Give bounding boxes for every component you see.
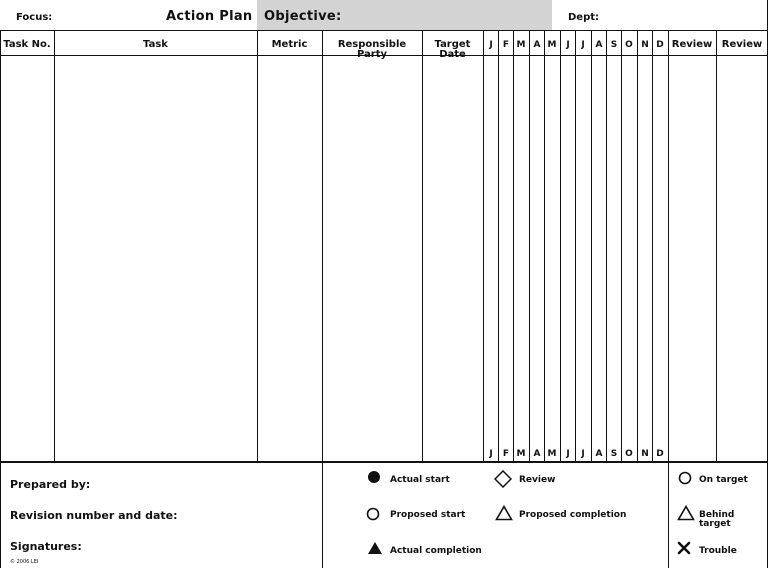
month-top-jun: J [566, 40, 570, 50]
month-bottom-nov: N [641, 449, 649, 459]
month-divider [575, 30, 576, 462]
month-top-jan: J [489, 40, 493, 50]
month-divider [606, 30, 607, 462]
legend-review: Review [519, 475, 556, 485]
x-mark-icon [677, 541, 691, 555]
open-triangle-icon [677, 505, 695, 521]
header-review-1: Review [671, 39, 713, 50]
legend-on-target: On target [699, 475, 748, 485]
legend-trouble: Trouble [699, 546, 737, 556]
month-divider [513, 30, 514, 462]
month-bottom-apr: A [533, 449, 541, 459]
month-top-nov: N [641, 40, 649, 50]
legend-behind-target: Behind target [699, 510, 735, 529]
month-divider [544, 30, 545, 462]
month-divider [637, 30, 638, 462]
month-top-may: M [547, 40, 557, 50]
frame-left [0, 30, 1, 568]
legend-actual-start: Actual start [390, 475, 450, 485]
month-top-mar: M [516, 40, 526, 50]
header-metric: Metric [271, 39, 308, 50]
month-divider [560, 30, 561, 462]
month-bottom-oct: O [625, 449, 633, 459]
header-task: Task [143, 39, 168, 50]
col-divider [668, 30, 669, 568]
month-bottom-may: M [547, 449, 557, 459]
copyright-text: © 2006 LEI [10, 559, 39, 565]
legend-actual-completion: Actual completion [390, 546, 482, 556]
month-bottom-feb: F [502, 449, 510, 459]
month-divider [621, 30, 622, 462]
month-divider [529, 30, 530, 462]
month-divider [652, 30, 653, 462]
month-divider [498, 30, 499, 462]
month-top-oct: O [625, 40, 633, 50]
revision-label: Revision number and date: [10, 509, 178, 522]
dept-label: Dept: [568, 12, 600, 23]
filled-triangle-icon [367, 541, 383, 555]
header-responsible-party: Responsible Party [337, 39, 407, 60]
open-triangle-icon [495, 505, 513, 521]
month-bottom-jan: J [489, 449, 493, 459]
month-top-sep: S [610, 40, 618, 50]
open-circle-icon [678, 471, 692, 485]
month-top-dec: D [656, 40, 664, 50]
month-top-apr: A [533, 40, 541, 50]
month-bottom-jul: J [581, 449, 585, 459]
col-divider [483, 30, 484, 462]
col-divider [422, 30, 423, 462]
month-top-aug: A [595, 40, 603, 50]
month-divider [591, 30, 592, 462]
month-bottom-jun: J [566, 449, 570, 459]
open-circle-icon [366, 507, 380, 521]
col-divider [716, 30, 717, 462]
signatures-label: Signatures: [10, 540, 82, 553]
header-review-2: Review [721, 39, 763, 50]
legend-proposed-completion: Proposed completion [519, 510, 627, 520]
diamond-icon [494, 470, 512, 488]
page-title: Action Plan [166, 9, 253, 24]
header-task-no: Task No. [3, 39, 51, 50]
col-divider [257, 30, 258, 462]
col-divider [322, 30, 323, 568]
month-bottom-sep: S [610, 449, 618, 459]
month-bottom-mar: M [516, 449, 526, 459]
col-divider [54, 30, 55, 462]
month-bottom-aug: A [595, 449, 603, 459]
month-top-jul: J [581, 40, 585, 50]
legend-proposed-start: Proposed start [390, 510, 466, 520]
objective-label: Objective: [264, 9, 342, 24]
month-bottom-dec: D [656, 449, 664, 459]
focus-label: Focus: [16, 12, 53, 23]
header-target-date: Target Date [434, 39, 471, 60]
filled-circle-icon [367, 470, 381, 484]
month-top-feb: F [502, 40, 510, 50]
prepared-by-label: Prepared by: [10, 478, 91, 491]
